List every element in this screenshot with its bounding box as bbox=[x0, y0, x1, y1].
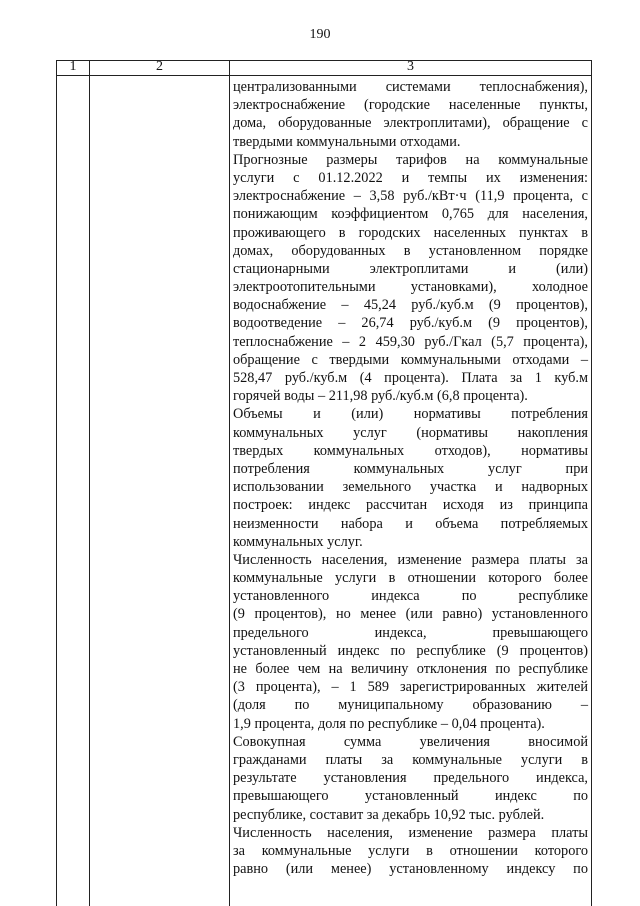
text-line: коммунальных услуг (нормативы накопления bbox=[233, 424, 588, 441]
text-line: (доля по муниципальному образованию – bbox=[233, 697, 588, 714]
text-line: за коммунальные услуги в отношении которого bbox=[233, 842, 588, 859]
text-line: проживающего в городских населенных пунктах в bbox=[233, 224, 588, 241]
text-line: электроснабжение (городские населенные пункты, bbox=[233, 97, 588, 114]
text-line: республике, составит за декабрь 10,92 тыс. рублей. bbox=[233, 806, 545, 823]
text-line: Численность населения, изменение размера платы за bbox=[233, 551, 588, 568]
text-line: Численность населения, изменение размера платы bbox=[233, 824, 588, 841]
text-line: (9 процентов), но менее (или равно) установленного bbox=[233, 606, 588, 623]
text-line: 528,47 руб./куб.м (4 процента). Плата за 1 куб.м bbox=[233, 370, 588, 386]
text-line: услуги с 01.12.2022 и темпы их изменения: bbox=[233, 169, 588, 186]
text-line: обращение с твердыми коммунальными отходами – bbox=[233, 351, 588, 368]
text-line: Совокупная сумма увеличения вносимой bbox=[233, 733, 588, 750]
text-line: коммунальные услуги в отношении которого более bbox=[233, 570, 588, 587]
text-line: 1,9 процента, доля по республике – 0,04 процента). bbox=[233, 715, 545, 732]
text-line: гражданами платы за коммунальные услуги в bbox=[233, 751, 588, 768]
text-line: Объемы и (или) нормативы потребления bbox=[233, 406, 588, 423]
column-divider bbox=[89, 61, 90, 906]
text-line: потребления коммунальных услуг при bbox=[233, 460, 588, 477]
column-3-text bbox=[233, 78, 588, 878]
column-header-2: 2 bbox=[156, 59, 163, 74]
text-line: установленный индекс по республике (9 процентов) bbox=[233, 642, 588, 659]
text-line: теплоснабжение – 2 459,30 руб./Гкал (5,7 процента), bbox=[233, 333, 588, 350]
page-number: 190 bbox=[309, 27, 331, 42]
text-line: электроотопительными установками), холодное bbox=[233, 279, 588, 296]
text-line: Прогнозные размеры тарифов на коммунальные bbox=[233, 151, 588, 168]
text-line: электроснабжение – 3,58 руб./кВт·ч (11,9 процента, с bbox=[233, 188, 588, 205]
text-line: водоснабжение – 45,24 руб./куб.м (9 процентов), bbox=[233, 297, 588, 314]
text-line: равно (или менее) установленному индексу по bbox=[233, 861, 588, 878]
text-line: централизованными системами теплоснабжения), bbox=[233, 79, 588, 95]
text-line: дома, оборудованные электроплитами), обращение с bbox=[233, 115, 588, 132]
text-line: понижающим коэффициентом 0,765 для населения, bbox=[233, 206, 588, 223]
text-line: установленного индекса по республике bbox=[233, 588, 588, 605]
text-line: результате установления предельного индекса, bbox=[233, 770, 588, 787]
text-line: построек: индекс рассчитан исходя из принципа bbox=[233, 497, 588, 514]
text-line: предельного индекса, превышающего bbox=[233, 624, 588, 641]
document-table bbox=[56, 60, 592, 906]
column-header-3: 3 bbox=[407, 59, 414, 74]
text-line: твердыми коммунальными отходами. bbox=[233, 133, 461, 150]
text-line: горячей воды – 211,98 руб./куб.м (6,8 процента). bbox=[233, 388, 528, 405]
column-header-1: 1 bbox=[69, 59, 77, 74]
text-line: твердых коммунальных отходов), нормативы bbox=[233, 442, 588, 459]
text-line: неизменности набора и объема потребляемых bbox=[233, 515, 588, 532]
text-line: водоотведение – 26,74 руб./куб.м (9 процентов), bbox=[233, 315, 588, 332]
text-line: коммунальных услуг. bbox=[233, 533, 363, 550]
text-line: стационарными электроплитами и (или) bbox=[233, 260, 588, 277]
text-line: использовании земельного участка и надворных bbox=[233, 479, 588, 496]
text-line: домах, оборудованных в установленном порядке bbox=[233, 242, 588, 259]
text-line: (3 процента), – 1 589 зарегистрированных жителей bbox=[233, 679, 588, 696]
text-line: превышающего установленный индекс по bbox=[233, 788, 588, 805]
column-divider bbox=[229, 61, 230, 906]
text-line: не более чем на величину отклонения по республике bbox=[233, 661, 588, 677]
table-header-row bbox=[57, 61, 591, 76]
